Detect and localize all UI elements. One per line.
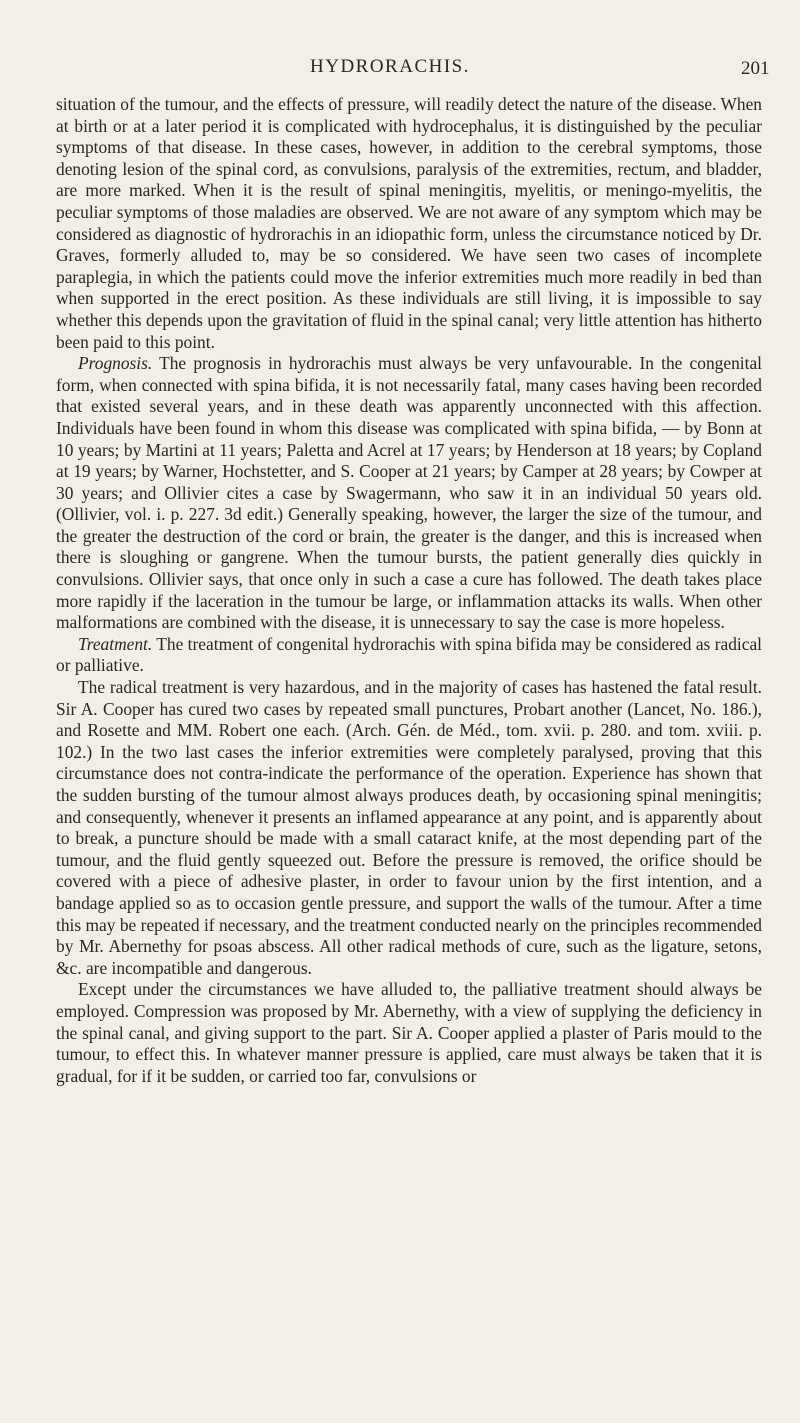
page-header [0,52,800,88]
paragraph-text: Except under the circumstances we have alluded to, the palliative treatment should always be employed. Compression was proposed by Mr. Abernethy, with a view of supplying the deficiency in the spinal canal, and giving support to the part. Sir A. Cooper applied a plaster of Paris mould to the tumour, to effect this. In whatever manner pressure is applied, care must always be taken that it is gradual, for if it be sudden, or carried too far, convulsions or [56,979,762,1086]
paragraph-text: The radical treatment is very hazardous, and in the majority of cases has hastened the fatal result. Sir A. Cooper has cured two cases by repeated small punctures, Probart another (Lancet, No. 186.), and Rosette and MM. Robert one each. (Arch. Gén. de Méd., tom. xvii. p. 280. and tom. xviii. p. 102.) In the two last cases the inferior extremities were completely paralysed, proving that this circumstance does not contra-indicate the performance of the operation. Experience has shown that the sudden bursting of the tumour almost always produces death, by occasioning spinal meningitis; and consequently, whenever it presents an inflamed appearance at any point, and is apparently about to break, a puncture should be made with a small cataract knife, at the most depending part of the tumour, and the fluid gently squeezed out. Before the pressure is removed, the orifice should be covered with a piece of adhesive plaster, in order to favour union by the first intention, and a bandage applied so as to occasion gentle pressure, and support the walls of the tumour. After a time this may be repeated if necessary, and the treatment conducted nearly on the principles recommended by Mr. Abernethy for psoas abscess. All other radical methods of cure, such as the ligature, setons, &c. are incompatible and dangerous. [56,677,762,978]
paragraph-diagnosis [56,94,762,353]
paragraph-text: situation of the tumour, and the effects of pressure, will readily detect the nature of the disease. When at birth or at a later period it is complicated with hydrocephalus, it is distinguished by the peculiar symptoms of that disease. In these cases, however, in addition to the cerebral symptoms, those denoting lesion of the spinal cord, as convulsions, paralysis of the extremities, rectum, and bladder, are more marked. When it is the result of spinal meningitis, myelitis, or meningo-myelitis, the peculiar symptoms of those maladies are observed. We are not aware of any symptom which may be considered as diagnostic of hydrorachis in an idiopathic form, unless the circumstance noticed by Dr. Graves, formerly alluded to, may be so considered. We have seen two cases of incomplete paraplegia, in which the patients could move the inferior extremities much more readily in bed than when supported in the erect position. As these individuals are still living, it is impossible to say whether this depends upon the gravitation of fluid in the spinal canal; very little attention has hitherto been paid to this point. [56,94,762,352]
paragraph-palliative-treatment [56,979,762,1087]
page-number: 201 [741,58,770,79]
paragraph-treatment [56,634,762,677]
body-text [56,94,762,1087]
running-head: HYDRORACHIS. [310,56,470,77]
paragraph-radical-treatment [56,677,762,979]
paragraph-text: The prognosis in hydrorachis must always be very unfavourable. In the congenital form, when connected with spina bifida, it is not necessarily fatal, many cases having been recorded that existed several years, and in these death was apparently unconnected with this affection. Individuals have been found in whom this disease was complicated with spina bifida, — by Bonn at 10 years; by Martini at 11 years; Paletta and Acrel at 17 years; by Henderson at 18 years; by Copland at 19 years; by Warner, Hochstetter, and S. Cooper at 21 years; by Camper at 28 years; by Cowper at 30 years; and Ollivier cites a case by Swagermann, who saw it in an individual 50 years old. (Ollivier, vol. i. p. 227. 3d edit.) Generally speaking, however, the larger the size of the tumour, and the greater the destruction of the cord or brain, the greater is the danger, and this is increased when there is sloughing or gangrene. When the tumour bursts, the patient generally dies quickly in convulsions. Ollivier says, that once only in such a case a cure has followed. The death takes place more rapidly if the laceration in the tumour be large, or inflammation attacks its walls. When other malformations are combined with the disease, it is unnecessary to say the case is more hopeless. [56,353,762,633]
paragraph-text: The treatment of congenital hydrorachis with spina bifida may be considered as radical or palliative. [56,633,762,676]
section-lead-prognosis: Prognosis. [78,353,153,374]
paragraph-prognosis [56,353,762,634]
section-lead-treatment: Treatment. [78,633,153,654]
